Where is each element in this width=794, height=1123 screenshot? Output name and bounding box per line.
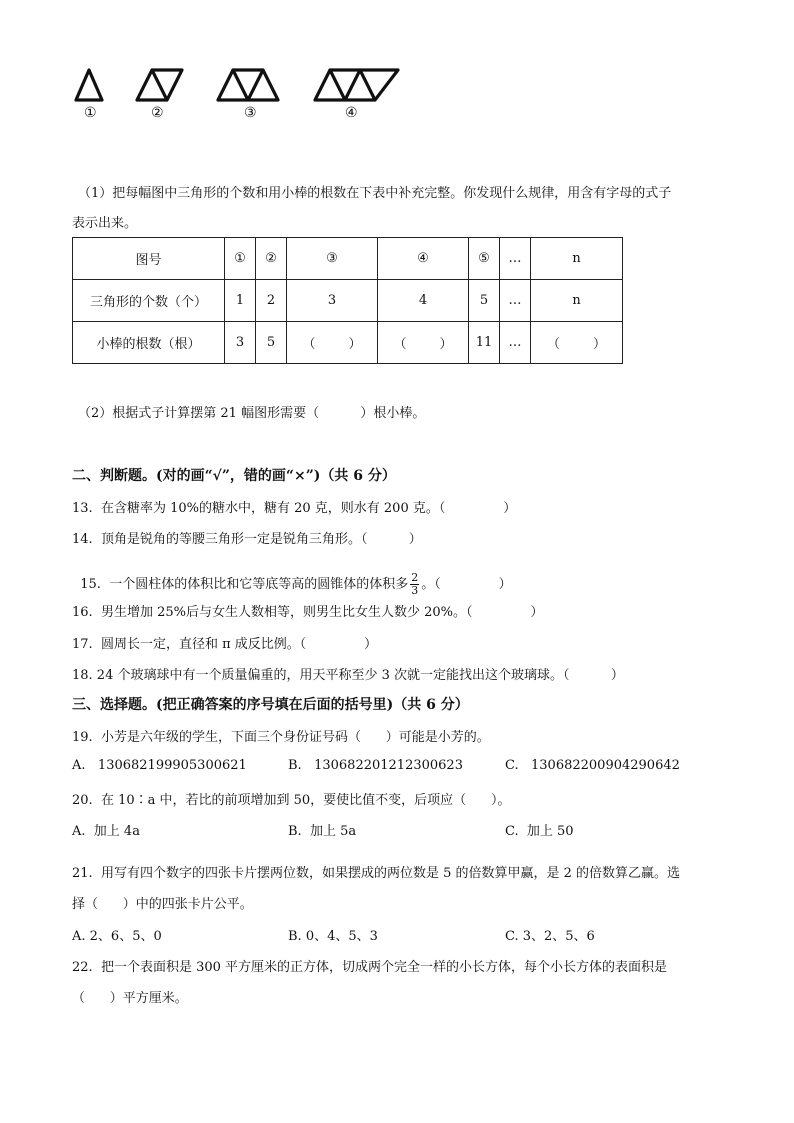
q19-option-c: C. 130682200904290642 [505, 758, 680, 773]
figure-label-1: ① [84, 105, 97, 121]
figure-label-2: ② [151, 105, 164, 121]
figure-label-3: ③ [244, 105, 257, 121]
table-cell: 3 [225, 322, 256, 364]
q15 [72, 557, 512, 597]
q20: 20. 在 10∶a 中，若比的前项增加到 50，要使比值不变，后项应（ ）。 [72, 793, 511, 808]
q20-option-a: A. 加上 4a [72, 824, 140, 839]
table-cell: 图号 [73, 238, 225, 280]
table-cell: … [500, 322, 531, 364]
pattern-table [72, 237, 623, 364]
figure-4 [315, 70, 398, 100]
fraction-denominator: 3 [411, 584, 419, 597]
table-cell: 4 [378, 280, 469, 322]
table-cell: n [531, 280, 623, 322]
fraction-two-thirds [410, 572, 419, 597]
q12-part1-line2: 表示出来。 [72, 216, 138, 231]
q15-text: 15. 一个圆柱体的体积比和它等底等高的圆锥体的体积多 [80, 577, 409, 592]
q20-option-c: C. 加上 50 [505, 824, 574, 839]
q19-option-b: B. 130682201212300623 [288, 758, 463, 773]
table-cell: 5 [256, 322, 287, 364]
figure-3 [218, 70, 278, 100]
q21-option-a: A. 2、6、5、0 [72, 929, 162, 944]
q21-option-b: B. 0、4、5、3 [288, 929, 378, 944]
table-cell: n [531, 238, 623, 280]
q17: 17. 圆周长一定，直径和 π 成反比例。（ ） [72, 637, 378, 652]
table-cell: ① [225, 238, 256, 280]
figure-1 [76, 70, 102, 100]
answer-blank: （ ） [531, 322, 623, 364]
table-cell: … [500, 238, 531, 280]
q22-line2: （ ）平方厘米。 [72, 991, 188, 1006]
figure-label-4: ④ [345, 105, 358, 121]
q18: 18. 24 个玻璃球中有一个质量偏重的，用天平称至少 3 次就一定能找出这个玻璃球。（ ） [72, 668, 624, 683]
q21-line2: 择（ ）中的四张卡片公平。 [72, 897, 253, 912]
q12-part2: （2）根据式子计算摆第 21 幅图形需要（ ）根小棒。 [78, 406, 426, 421]
table-cell: 11 [469, 322, 500, 364]
table-row [73, 238, 623, 280]
table-cell: 小棒的根数（根） [73, 322, 225, 364]
q21-line1: 21. 用写有四个数字的四张卡片摆两位数，如果摆成的两位数是 5 的倍数算甲赢，是 2 的倍数算乙赢。选 [72, 866, 681, 881]
q22-line1: 22. 把一个表面积是 300 平方厘米的正方体，切成两个完全一样的小长方体，每个小长方体的表面积是 [72, 960, 668, 975]
figure-2 [137, 70, 182, 100]
answer-blank: （ ） [378, 322, 469, 364]
section2-title: 二、判断题。(对的画“√”，错的画“×”)（共 6 分） [72, 468, 396, 484]
table-cell: 1 [225, 280, 256, 322]
q14: 14. 顶角是锐角的等腰三角形一定是锐角三角形。（ ） [72, 532, 422, 547]
q21-option-c: C. 3、2、5、6 [505, 929, 595, 944]
q19-option-a: A. 130682199905300621 [72, 758, 247, 773]
section3-title: 三、选择题。(把正确答案的序号填在后面的括号里)（共 6 分） [72, 697, 469, 713]
q20-option-b: B. 加上 5a [288, 824, 357, 839]
q15-blank: 。（ ） [421, 577, 512, 592]
fraction-numerator: 2 [411, 571, 419, 584]
triangle-figures [0, 0, 794, 140]
q16: 16. 男生增加 25%后与女生人数相等，则男生比女生人数少 20%。（ ） [72, 605, 544, 620]
table-cell: ② [256, 238, 287, 280]
q13: 13. 在含糖率为 10%的糖水中，糖有 20 克，则水有 200 克。（ ） [72, 501, 517, 516]
table-row [73, 322, 623, 364]
table-cell: … [500, 280, 531, 322]
table-cell: 2 [256, 280, 287, 322]
table-row [73, 280, 623, 322]
table-cell: ⑤ [469, 238, 500, 280]
table-cell: 5 [469, 280, 500, 322]
table-cell: 三角形的个数（个） [73, 280, 225, 322]
table-cell: 3 [287, 280, 378, 322]
q12-part1-line1: （1）把每幅图中三角形的个数和用小棒的根数在下表中补充完整。你发现什么规律，用含有字母的式子 [78, 186, 672, 201]
answer-blank: （ ） [287, 322, 378, 364]
q19: 19. 小芳是六年级的学生，下面三个身份证号码（ ）可能是小芳的。 [72, 730, 490, 745]
table-cell: ③ [287, 238, 378, 280]
table-cell: ④ [378, 238, 469, 280]
